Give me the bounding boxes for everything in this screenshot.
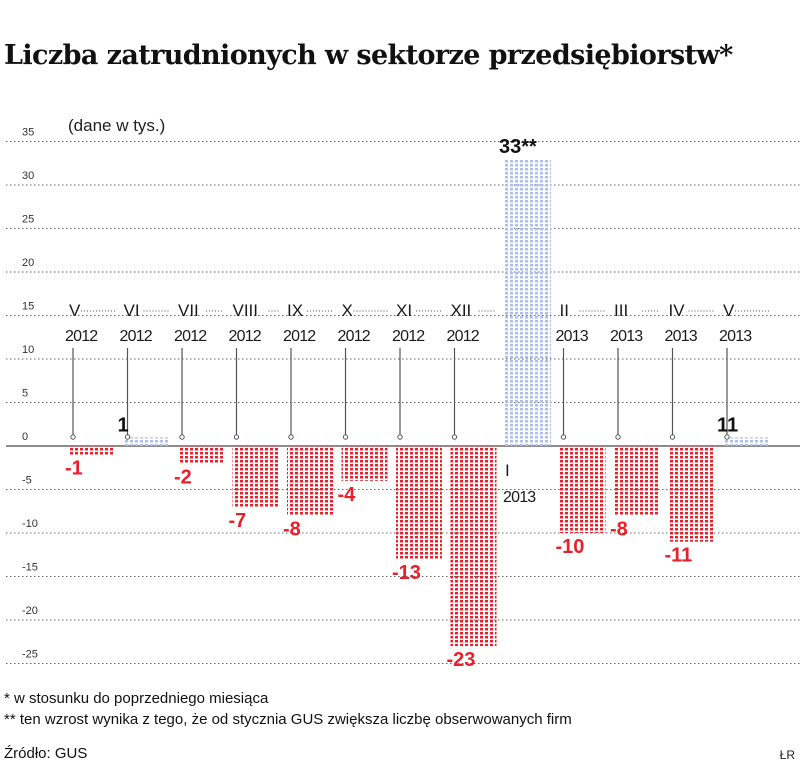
category-month-label: V (723, 301, 735, 320)
category-month-label: XI (396, 301, 413, 320)
category-month-label: I (505, 461, 510, 480)
value-label: 11 (717, 414, 739, 437)
chart-title: Liczba zatrudnionych w sektorze przedsiębiorstw* (4, 40, 733, 71)
value-label: -2 (174, 466, 192, 489)
y-tick-label: 25 (22, 213, 35, 226)
footnote-2: ** ten wzrost wynika z tego, że od stycznia GUS zwiększa liczbę obserwowanych firm (4, 711, 572, 728)
bar (560, 446, 606, 533)
category-year-label: 2012 (119, 328, 152, 345)
connector-dot (561, 435, 565, 439)
bar (233, 446, 279, 507)
connector-dot (234, 435, 238, 439)
author-signature: ŁR (779, 748, 795, 762)
y-tick-label: 20 (22, 257, 35, 269)
category-year-label: 2012 (228, 328, 261, 345)
connector-dot (180, 435, 184, 439)
value-label: -8 (610, 518, 628, 541)
category-year-label: 2012 (337, 328, 370, 345)
category-year-label: 2012 (446, 328, 479, 345)
category-month-label: IV (668, 301, 685, 320)
bar (669, 446, 715, 542)
y-tick-label: -20 (22, 605, 38, 617)
bar (69, 446, 115, 455)
bar (723, 437, 769, 446)
y-tick-label: 30 (22, 170, 35, 182)
source-note: Źródło: GUS (4, 745, 88, 762)
category-month-label: V (69, 301, 81, 320)
connector-dot (452, 435, 456, 439)
category-month-label: X (341, 301, 353, 320)
unit-note: (dane w tys.) (68, 116, 166, 135)
category-year-label: 2013 (503, 489, 536, 506)
connector-dot (398, 435, 402, 439)
connector-dot (616, 435, 620, 439)
y-tick-label: -10 (22, 518, 38, 530)
category-year-label: 2012 (392, 328, 425, 345)
connector-dot (289, 435, 293, 439)
category-month-label: VI (123, 301, 140, 320)
category-year-label: 2013 (610, 328, 643, 345)
value-label: -13 (392, 562, 421, 585)
category-year-label: 2013 (719, 328, 752, 345)
bar (614, 446, 660, 516)
value-label: -7 (228, 509, 247, 532)
label-layer (65, 136, 769, 671)
connector-dot (71, 435, 75, 439)
value-label: -23 (446, 649, 476, 672)
value-label: -10 (555, 536, 585, 558)
y-tick-label: -5 (22, 474, 32, 487)
category-month-label: IX (287, 301, 304, 320)
bar (287, 446, 333, 516)
category-year-label: 2012 (65, 328, 98, 345)
bar (451, 446, 497, 646)
category-year-label: 2012 (283, 328, 316, 345)
value-label: -11 (664, 544, 693, 567)
connector-dot (670, 435, 674, 439)
y-tick-label: -15 (22, 561, 38, 574)
category-year-label: 2013 (555, 328, 588, 345)
bar (505, 159, 551, 446)
bar (178, 446, 224, 463)
y-tick-label: 10 (22, 344, 35, 356)
category-month-label: III (614, 301, 629, 320)
value-label: -1 (65, 457, 83, 480)
value-label: -8 (283, 518, 301, 541)
category-month-label: VII (178, 301, 199, 320)
category-year-label: 2012 (174, 328, 207, 345)
y-tick-label: 5 (22, 387, 29, 400)
bar (342, 446, 388, 481)
category-year-label: 2013 (664, 328, 697, 345)
y-tick-label: -25 (22, 648, 38, 661)
y-tick-label: 15 (22, 300, 35, 313)
bar (124, 437, 170, 446)
category-month-label: II (559, 301, 569, 320)
y-tick-label: 35 (22, 126, 35, 139)
footnote-1: * w stosunku do poprzedniego miesiąca (4, 690, 269, 707)
value-label: 1 (117, 414, 129, 437)
category-month-label: XII (450, 301, 472, 320)
value-label: 33** (499, 135, 537, 158)
value-label: -4 (337, 483, 356, 506)
category-month-label: VIII (232, 301, 259, 320)
bar (396, 446, 442, 559)
y-tick-label: 0 (22, 431, 29, 443)
connector-dot (343, 435, 347, 439)
